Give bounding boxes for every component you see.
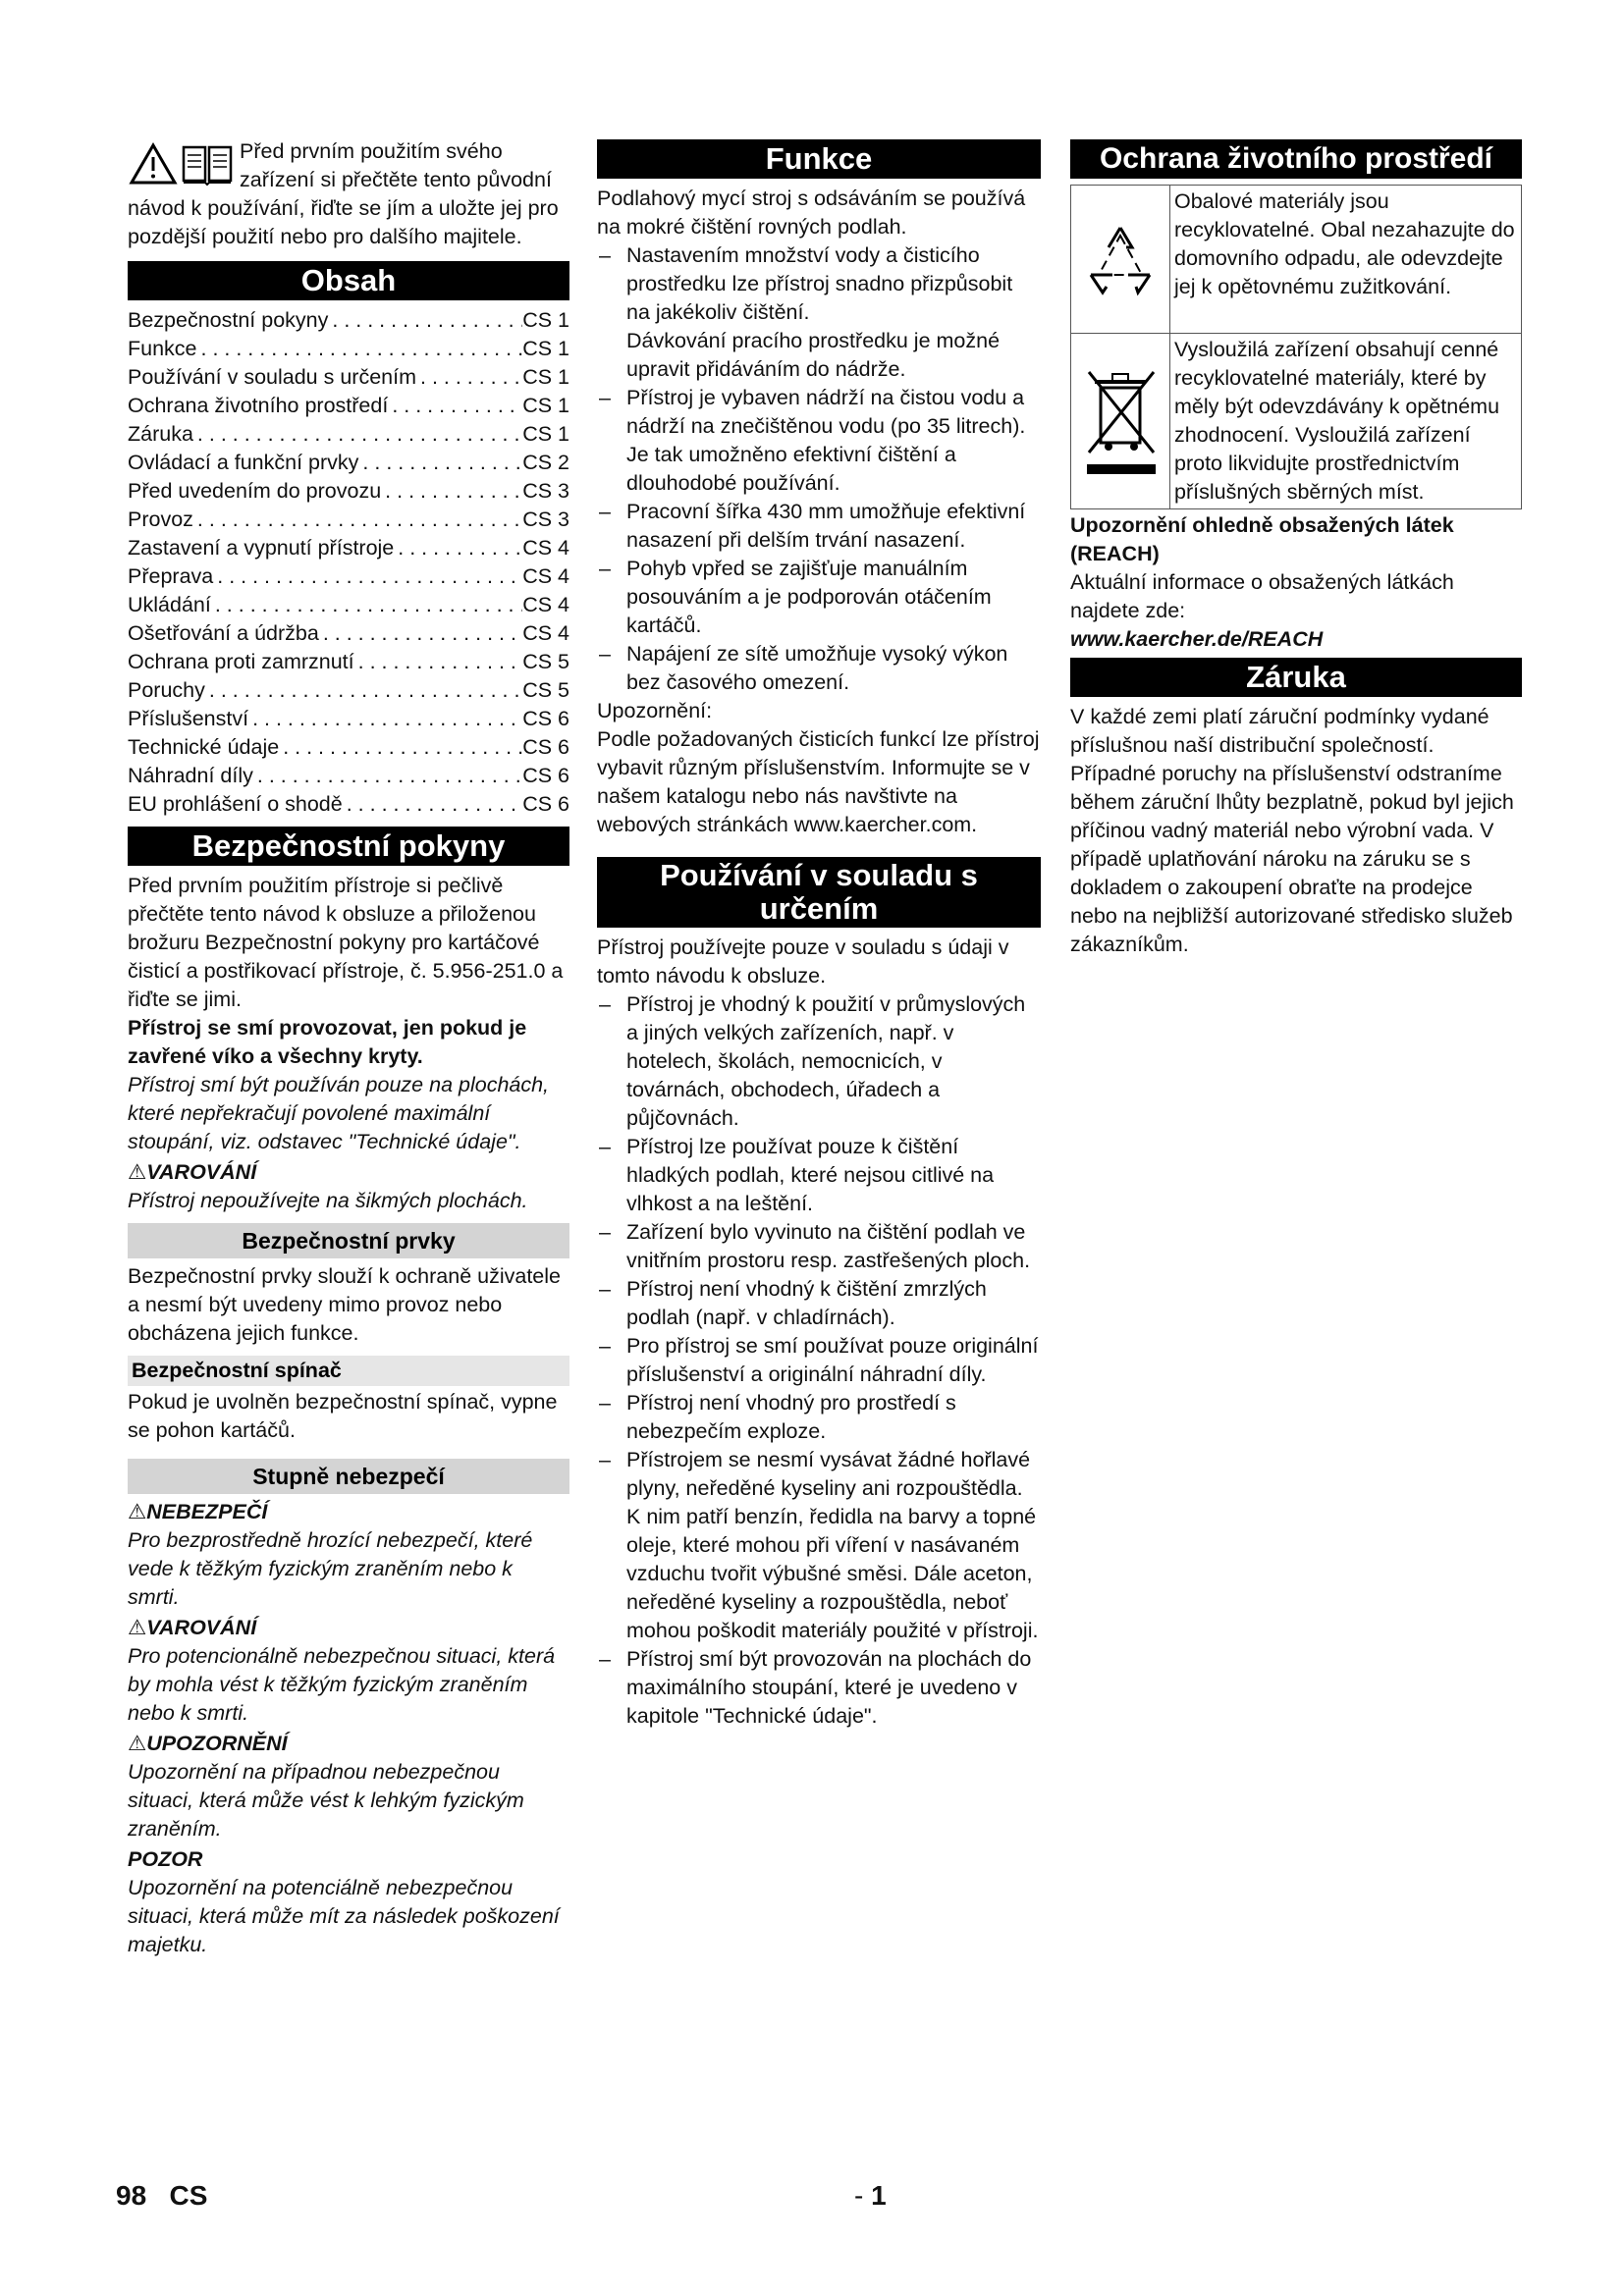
warning-text: Přístroj nepoužívejte na šikmých plochách. bbox=[128, 1189, 528, 1212]
reach-text: Aktuální informace o obsažených látkách najdete zde: bbox=[1070, 570, 1454, 622]
proper-use-list bbox=[597, 990, 1041, 1731]
toc-leader bbox=[358, 449, 522, 477]
toc-label: Provoz bbox=[128, 507, 193, 531]
safety-italic-note: Přístroj smí být používán pouze na plochách, které nepřekračují povolené maximální stoupání, viz. odstavec "Technické údaje". bbox=[128, 1073, 550, 1153]
toc-label: Před uvedením do provozu bbox=[128, 479, 382, 503]
toc-entry[interactable] bbox=[128, 506, 569, 534]
toc-label: Bezpečnostní pokyny bbox=[128, 308, 329, 332]
proper-use-intro: Přístroj používejte pouze v souladu s údaji v tomto návodu k obsluze. bbox=[597, 935, 1009, 988]
toc-entry[interactable] bbox=[128, 392, 569, 420]
crossed-bin-icon bbox=[1079, 362, 1162, 480]
toc-entry[interactable] bbox=[128, 363, 569, 392]
list-item-text: Přístrojem se nesmí vysávat žádné hořlavé plyny, neředěné kyseliny ani rozpouštědla. bbox=[626, 1448, 1031, 1500]
toc-heading: Obsah bbox=[128, 261, 569, 300]
toc-label: Přeprava bbox=[128, 564, 214, 588]
list-item: – Přístroj je vybaven nádrží na čistou vodu a nádrží na znečištěnou vodu (po 35 litrech). Je tak umožněno efektivní čištění a dlouhodobé používání. bbox=[597, 384, 1041, 498]
toc-page: CS 5 bbox=[522, 650, 569, 673]
warning-level-label bbox=[128, 1614, 569, 1642]
warranty-heading: Záruka bbox=[1070, 658, 1522, 697]
list-item: – Pracovní šířka 430 mm umožňuje efektivní nasazení při delším trvání nasazení. bbox=[597, 498, 1041, 555]
center-number: 1 bbox=[871, 2180, 887, 2211]
safety-devices-heading: Bezpečnostní prvky bbox=[128, 1223, 569, 1258]
toc-page: CS 6 bbox=[522, 792, 569, 816]
toc-label: Příslušenství bbox=[128, 707, 249, 730]
toc-leader bbox=[388, 392, 522, 420]
footer-page-label bbox=[116, 2181, 207, 2210]
warning-label-text: VAROVÁNÍ bbox=[146, 1160, 257, 1184]
toc-label: Ochrana proti zamrznutí bbox=[128, 650, 354, 673]
toc-leader bbox=[205, 676, 522, 705]
toc-entry[interactable] bbox=[128, 534, 569, 562]
weee-text: Vysloužilá zařízení obsahují cenné recyklovatelné materiály, které by měly být odevzdávány k opětnému zhodnocení. Vysloužilá zařízení proto likvidujte prostřednictvím příslušných sběrných míst. bbox=[1174, 338, 1500, 504]
recycle-row bbox=[1070, 185, 1522, 334]
safety-switch-heading: Bezpečnostní spínač bbox=[128, 1356, 569, 1386]
list-item: – Přístroj lze používat pouze k čištění hladkých podlah, které nejsou citlivé na vlhkost a na leštění. bbox=[597, 1133, 1041, 1218]
toc-label: Ovládací a funkční prvky bbox=[128, 451, 359, 474]
recycle-icon-cell bbox=[1071, 186, 1170, 333]
intro-text: Před prvním použitím svého zařízení si přečtěte tento původní návod k používání, řiďte se jím a uložte jej pro pozdější použití nebo pro dalšího majitele. bbox=[128, 139, 559, 248]
danger-label bbox=[128, 1498, 569, 1526]
column-middle bbox=[597, 137, 1041, 1731]
caution-label bbox=[128, 1730, 569, 1758]
reach-heading: Upozornění ohledně obsažených látek (REACH) bbox=[1070, 513, 1454, 565]
toc-leader bbox=[193, 506, 522, 534]
table-of-contents bbox=[128, 306, 569, 819]
hazard-levels-heading: Stupně nebezpečí bbox=[128, 1459, 569, 1494]
toc-page: CS 4 bbox=[522, 593, 569, 616]
intro-block bbox=[128, 137, 569, 251]
note-label: Upozornění: bbox=[597, 699, 713, 722]
danger-text: Pro bezprostředně hrozící nebezpečí, které vede k těžkým fyzickým zraněním nebo k smrti. bbox=[128, 1528, 533, 1609]
toc-label: Záruka bbox=[128, 422, 193, 446]
toc-label: Ukládání bbox=[128, 593, 211, 616]
reach-link[interactable]: www.kaercher.de/REACH bbox=[1070, 627, 1324, 651]
toc-page: CS 4 bbox=[522, 621, 569, 645]
toc-label: Zastavení a vypnutí přístroje bbox=[128, 536, 395, 560]
toc-page: CS 6 bbox=[522, 764, 569, 787]
function-list bbox=[597, 241, 1041, 697]
weee-row bbox=[1070, 334, 1522, 509]
warning-label bbox=[128, 1158, 569, 1187]
environment-table bbox=[1070, 185, 1522, 509]
toc-page: CS 4 bbox=[522, 564, 569, 588]
safety-paragraph: Před prvním použitím přístroje si pečlivě přečtěte tento návod k obsluze a přiloženou brožuru Bezpečnostní pokyny pro kartáčové čisticí a postřikovací přístroje, č. 5.956-251.0 a řiďte se jimi. bbox=[128, 874, 564, 1011]
toc-page: CS 4 bbox=[522, 536, 569, 560]
proper-use-heading: Používání v souladu s určením bbox=[597, 857, 1041, 928]
open-book-icon bbox=[181, 143, 234, 187]
function-intro: Podlahový mycí stroj s odsáváním se používá na mokré čištění rovných podlah. bbox=[597, 187, 1026, 239]
toc-entry[interactable] bbox=[128, 335, 569, 363]
toc-label: Používání v souladu s určením bbox=[128, 365, 416, 389]
caution-text: Upozornění na případnou nebezpečnou situaci, která může vést k lehkým fyzickým zraněním. bbox=[128, 1760, 524, 1841]
list-item: – Přístroj smí být provozován na plochách do maximálního stoupání, které je uvedeno v kapitole "Technické údaje". bbox=[597, 1645, 1041, 1731]
toc-page: CS 6 bbox=[522, 735, 569, 759]
attention-label: POZOR bbox=[128, 1847, 203, 1871]
list-item: – Zařízení bylo vyvinuto na čištění podlah ve vnitřním prostoru resp. zastřešených ploch. bbox=[597, 1218, 1041, 1275]
language-code: CS bbox=[169, 2180, 208, 2211]
attention-text: Upozornění na potenciálně nebezpečnou situaci, která může mít za následek poškození majetku. bbox=[128, 1876, 560, 1956]
danger-label-text: NEBEZPEČÍ bbox=[146, 1500, 268, 1523]
warranty-text: V každé zemi platí záruční podmínky vydané příslušnou naší distribuční společností. Případné poruchy na příslušenství odstraníme během záruční lhůty bezplatně, pokud byl jejich příčinou vadný materiál nebo výrobní vada. V případě uplatňování nároku na záruku se s dokladem o zakoupení obraťte na prodejce nebo na nejbližší autorizované středisko služeb zákazníkům. bbox=[1070, 705, 1514, 956]
environment-heading: Ochrana životního prostředí bbox=[1070, 139, 1522, 179]
warning-triangle-icon: ⚠ bbox=[128, 1616, 147, 1639]
toc-leader bbox=[279, 733, 522, 762]
toc-entry[interactable] bbox=[128, 619, 569, 648]
safety-bold-note: Přístroj se smí provozovat, jen pokud je zavřené víko a všechny kryty. bbox=[128, 1016, 527, 1068]
toc-label: Ošetřování a údržba bbox=[128, 621, 319, 645]
warning-level-text: Pro potencionálně nebezpečnou situaci, která by mohla vést k těžkým fyzickým zraněním nebo k smrti. bbox=[128, 1644, 556, 1725]
warning-triangle-icon: ⚠ bbox=[128, 1732, 147, 1755]
caution-label-text: UPOZORNĚNÍ bbox=[146, 1732, 288, 1755]
list-item: – Přístroj není vhodný k čištění zmrzlých podlah (např. v chladírnách). bbox=[597, 1275, 1041, 1332]
page-number: 98 bbox=[116, 2180, 147, 2211]
dosing-note: Dávkování pracího prostředku je možné upravit přidáváním do nádrže. bbox=[626, 329, 1001, 381]
toc-entry[interactable] bbox=[128, 648, 569, 676]
intro-icons bbox=[128, 137, 234, 190]
toc-entry[interactable] bbox=[128, 562, 569, 591]
toc-entry[interactable] bbox=[128, 591, 569, 619]
toc-leader bbox=[328, 306, 522, 335]
toc-leader bbox=[319, 619, 522, 648]
toc-leader bbox=[416, 363, 522, 392]
toc-leader bbox=[381, 477, 522, 506]
weee-icon-cell bbox=[1071, 334, 1170, 508]
toc-leader bbox=[248, 705, 522, 733]
list-item: – Napájení ze sítě umožňuje vysoký výkon bez časového omezení. bbox=[597, 640, 1041, 697]
toc-label: EU prohlášení o shodě bbox=[128, 792, 343, 816]
toc-page: CS 1 bbox=[522, 365, 569, 389]
toc-page: CS 3 bbox=[522, 479, 569, 503]
toc-entry[interactable] bbox=[128, 449, 569, 477]
toc-entry[interactable] bbox=[128, 306, 569, 335]
toc-leader bbox=[343, 790, 522, 819]
toc-page: CS 5 bbox=[522, 678, 569, 702]
toc-label: Funkce bbox=[128, 337, 197, 360]
recycle-text: Obalové materiály jsou recyklovatelné. Obal nezahazujte do domovního odpadu, ale odevzdejte jej k opětovnému zužitkování. bbox=[1174, 189, 1515, 298]
toc-label: Technické údaje bbox=[128, 735, 280, 759]
toc-page: CS 3 bbox=[522, 507, 569, 531]
safety-heading: Bezpečnostní pokyny bbox=[128, 827, 569, 866]
toc-entry[interactable] bbox=[128, 420, 569, 449]
list-item bbox=[597, 241, 1041, 384]
toc-page: CS 6 bbox=[522, 707, 569, 730]
column-left bbox=[128, 137, 569, 1959]
toc-entry[interactable] bbox=[128, 790, 569, 819]
toc-entry[interactable] bbox=[128, 762, 569, 790]
toc-entry[interactable] bbox=[128, 676, 569, 705]
list-item: – Přístroj není vhodný pro prostředí s nebezpečím exploze. bbox=[597, 1389, 1041, 1446]
column-right bbox=[1070, 137, 1522, 959]
toc-leader bbox=[354, 648, 523, 676]
recycle-icon bbox=[1081, 220, 1160, 298]
toc-page: CS 2 bbox=[522, 451, 569, 474]
safety-devices-text: Bezpečnostní prvky slouží k ochraně uživatele a nesmí být uvedeny mimo provoz nebo obcházena jejich funkce. bbox=[128, 1264, 561, 1345]
warning-triangle-icon: ⚠ bbox=[128, 1160, 147, 1184]
toc-label: Náhradní díly bbox=[128, 764, 253, 787]
note-text: Podle požadovaných čisticích funkcí lze přístroj vybavit různým příslušenstvím. Informujte se v našem katalogu nebo nás navštivte na webových stránkách www.kaercher.com. bbox=[597, 727, 1040, 836]
toc-entry[interactable] bbox=[128, 733, 569, 762]
toc-page: CS 1 bbox=[522, 422, 569, 446]
toc-leader bbox=[394, 534, 522, 562]
warning-triangle-icon: ⚠ bbox=[128, 1500, 147, 1523]
toc-page: CS 1 bbox=[522, 337, 569, 360]
warning-level-label-text: VAROVÁNÍ bbox=[146, 1616, 257, 1639]
list-item-text: Nastavením množství vody a čisticího prostředku lze přístroj snadno přizpůsobit na jakékoliv čištění. bbox=[626, 243, 1013, 324]
toc-entry[interactable] bbox=[128, 705, 569, 733]
list-item: – Přístroj je vhodný k použití v průmyslových a jiných velkých zařízeních, např. v hotelech, školách, nemocnicích, v továrnách, obchodech, úřadech a půjčovnách. bbox=[597, 990, 1041, 1133]
toc-leader bbox=[253, 762, 522, 790]
toc-label: Poruchy bbox=[128, 678, 205, 702]
function-heading: Funkce bbox=[597, 139, 1041, 179]
toc-leader bbox=[213, 562, 522, 591]
list-item bbox=[597, 1446, 1041, 1645]
toc-leader bbox=[193, 420, 522, 449]
toc-page: CS 1 bbox=[522, 308, 569, 332]
list-item: – Pohyb vpřed se zajišťuje manuálním posouváním a je podporován otáčením kartáčů. bbox=[597, 555, 1041, 640]
list-item: – Pro přístroj se smí používat pouze originální příslušenství a originální náhradní díly. bbox=[597, 1332, 1041, 1389]
safety-switch-text: Pokud je uvolněn bezpečnostní spínač, vypne se pohon kartáčů. bbox=[128, 1390, 558, 1442]
toc-leader bbox=[211, 591, 522, 619]
footer-center-label bbox=[854, 2181, 887, 2210]
toc-label: Ochrana životního prostředí bbox=[128, 394, 389, 417]
toc-entry[interactable] bbox=[128, 477, 569, 506]
flammables-note: K nim patří benzín, ředidla na barvy a topné oleje, které mohou při víření v nasávaném vzduchu tvořit výbušné směsi. Dále aceton, neředěné kyseliny a rozpouštědla, neboť mohou poškodit materiály použité v přístroji. bbox=[626, 1505, 1039, 1642]
center-prefix: - bbox=[854, 2180, 872, 2211]
toc-leader bbox=[197, 335, 523, 363]
toc-page: CS 1 bbox=[522, 394, 569, 417]
